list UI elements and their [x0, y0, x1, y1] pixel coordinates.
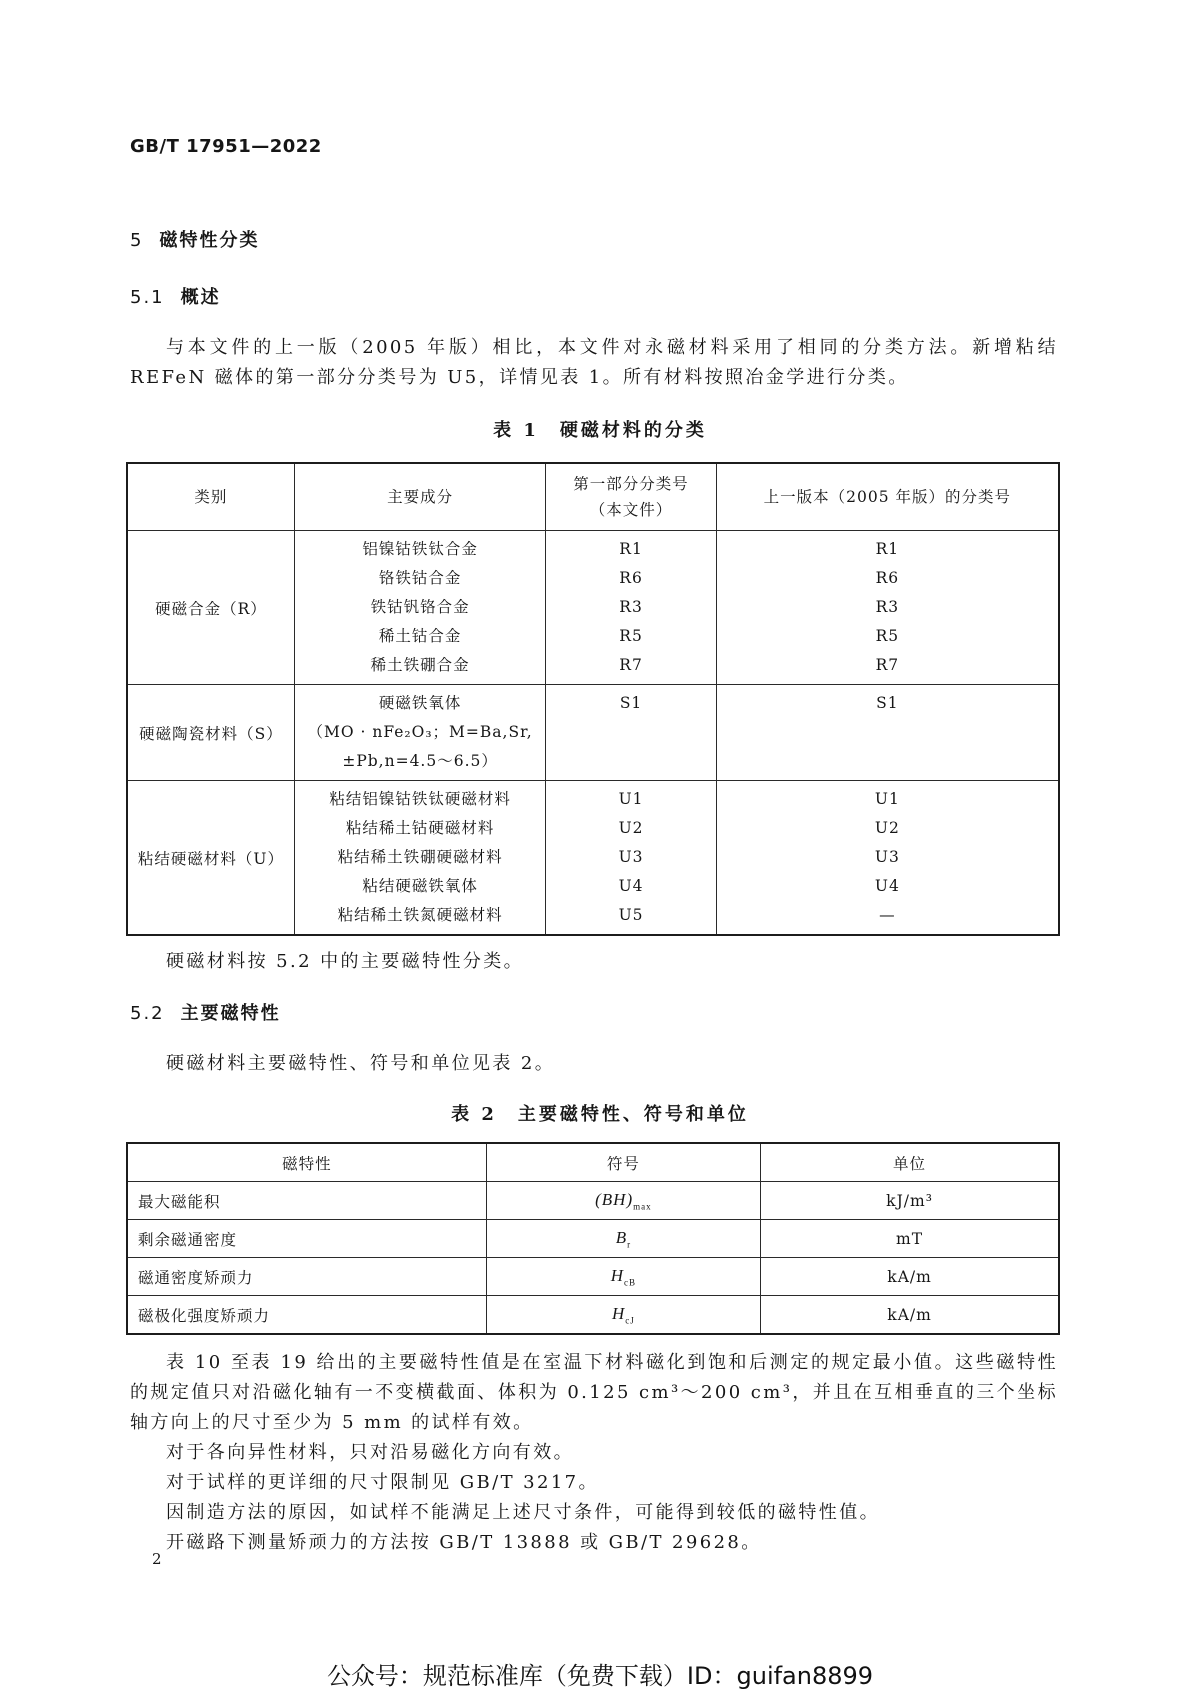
- table-row: [127, 1220, 1059, 1258]
- document-code: GB/T 17951—2022: [130, 136, 322, 157]
- property-unit: mT: [761, 1220, 1059, 1258]
- property-name: 磁极化强度矫顽力: [127, 1296, 486, 1335]
- paragraph: 因制造方法的原因，如试样不能满足上述尺寸条件，可能得到较低的磁特性值。: [166, 1502, 880, 1523]
- table-row: [127, 531, 1059, 685]
- properties-table: [126, 1142, 1060, 1335]
- classification-note: 硬磁材料按 5.2 中的主要磁特性分类。: [166, 951, 525, 972]
- header-property: 磁特性: [127, 1143, 486, 1182]
- category-cell: 硬磁陶瓷材料（S）: [127, 685, 294, 781]
- paragraph: 开磁路下测量矫顽力的方法按 GB/T 13888 或 GB/T 29628。: [166, 1532, 762, 1553]
- header-category: 类别: [127, 463, 294, 531]
- header-old-code: 上一版本（2005 年版）的分类号: [716, 463, 1059, 531]
- components-cell: 铝镍钴铁钛合金 铬铁钴合金 铁钴钒铬合金 稀土钴合金 稀土铁硼合金: [294, 531, 546, 685]
- old-codes-cell: S1: [716, 685, 1059, 781]
- table-row: [127, 781, 1059, 936]
- property-name: 磁通密度矫顽力: [127, 1258, 486, 1296]
- table-row: [127, 1296, 1059, 1335]
- properties-intro: 硬磁材料主要磁特性、符号和单位见表 2。: [166, 1053, 556, 1074]
- table-header-row: [127, 463, 1059, 531]
- header-new-code: 第一部分分类号 （本文件）: [546, 463, 716, 531]
- section-5-1-heading: [130, 283, 221, 309]
- paragraph: 对于各向异性材料，只对沿易磁化方向有效。: [166, 1442, 574, 1463]
- footer-watermark: 公众号：规范标准库（免费下载）ID：guifan8899: [326, 1662, 874, 1690]
- table-row: [127, 1258, 1059, 1296]
- property-symbol: $H_{cJ}$: [486, 1296, 760, 1335]
- header-unit: 单位: [761, 1143, 1059, 1182]
- final-paragraphs: [130, 1348, 1058, 1558]
- property-unit: kA/m: [761, 1258, 1059, 1296]
- table-1-caption: 表 1 硬磁材料的分类: [493, 420, 707, 441]
- paragraph: 表 10 至表 19 给出的主要磁特性值是在室温下材料磁化到饱和后测定的规定最小值。这些磁特性的规定值只对沿磁化轴有一不变横截面、体积为 0.125 cm³～200 cm³，并且在互相垂直的三个坐标轴方向上的尺寸至少为 5 mm 的试样有效。: [130, 1352, 1058, 1433]
- category-cell: 硬磁合金（R）: [127, 531, 294, 685]
- page-number: 2: [152, 1550, 162, 1568]
- section-number: 5: [130, 230, 144, 251]
- property-unit: kJ/m³: [761, 1182, 1059, 1220]
- section-title: 磁特性分类: [159, 230, 260, 251]
- codes-cell: S1: [546, 685, 716, 781]
- header-symbol: 符号: [486, 1143, 760, 1182]
- overview-paragraph: 与本文件的上一版（2005 年版）相比，本文件对永磁材料采用了相同的分类方法。新增粘结 REFeN 磁体的第一部分分类号为 U5，详情见表 1。所有材料按照冶金学进行分类。: [130, 337, 1058, 388]
- old-codes-cell: R1 R6 R3 R5 R7: [716, 531, 1059, 685]
- table-2-caption: 表 2 主要磁特性、符号和单位: [451, 1104, 749, 1125]
- section-title: 主要磁特性: [180, 1003, 281, 1024]
- table-row: [127, 1182, 1059, 1220]
- codes-cell: R1 R6 R3 R5 R7: [546, 531, 716, 685]
- property-name: 最大磁能积: [127, 1182, 486, 1220]
- section-title: 概述: [180, 287, 221, 308]
- paragraph: 对于试样的更详细的尺寸限制见 GB/T 3217。: [166, 1472, 599, 1493]
- property-name: 剩余磁通密度: [127, 1220, 486, 1258]
- codes-cell: U1 U2 U3 U4 U5: [546, 781, 716, 936]
- components-cell: 硬磁铁氧体 （MO · nFe₂O₃；M=Ba,Sr, ±Pb,n=4.5～6.5）: [294, 685, 546, 781]
- old-codes-cell: U1 U2 U3 U4 —: [716, 781, 1059, 936]
- section-5-2-heading: [130, 999, 281, 1025]
- classification-table: [126, 462, 1060, 936]
- property-symbol: $B_r$: [486, 1220, 760, 1258]
- section-number: 5.2: [130, 1003, 165, 1024]
- section-5-heading: [130, 226, 259, 252]
- category-cell: 粘结硬磁材料（U）: [127, 781, 294, 936]
- table-row: [127, 685, 1059, 781]
- property-symbol: $(BH)_{max}$: [486, 1182, 760, 1220]
- section-number: 5.1: [130, 287, 165, 308]
- header-component: 主要成分: [294, 463, 546, 531]
- property-symbol: $H_{cB}$: [486, 1258, 760, 1296]
- table-header-row: [127, 1143, 1059, 1182]
- components-cell: 粘结铝镍钴铁钛硬磁材料 粘结稀土钴硬磁材料 粘结稀土铁硼硬磁材料 粘结硬磁铁氧体 粘结稀土铁氮硬磁材料: [294, 781, 546, 936]
- property-unit: kA/m: [761, 1296, 1059, 1335]
